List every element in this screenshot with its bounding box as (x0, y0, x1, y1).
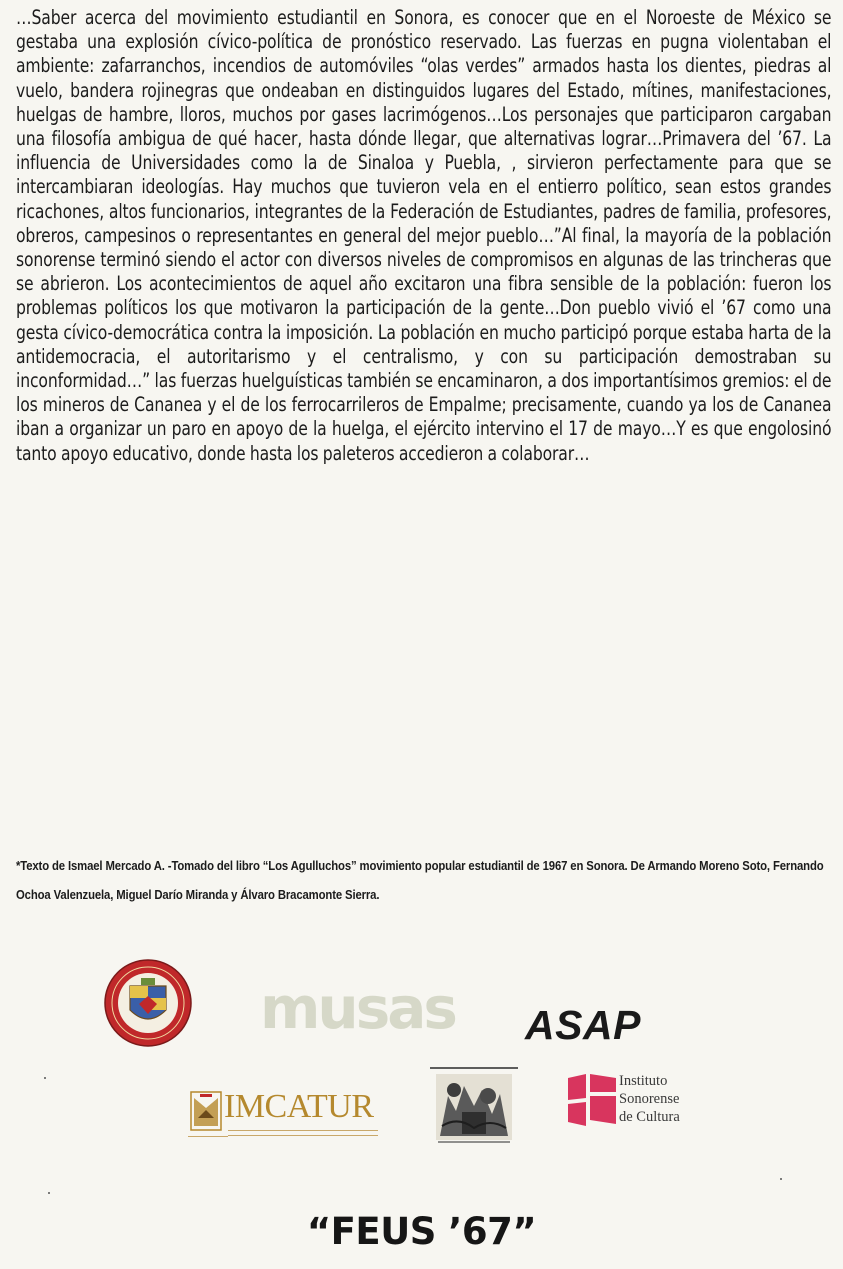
asap-logo: ASAP (525, 1002, 641, 1048)
isc-logo (566, 1072, 706, 1132)
closing-tagline: “FEUS ’67” (306, 1210, 537, 1253)
isc-line-3: de Cultura (619, 1109, 680, 1125)
isc-emblem-icon (566, 1072, 618, 1128)
footnote-citation: *Texto de Ismael Mercado A. -Tomado del libro “Los Agulluchos” movimiento popular estudiantil de 1967 en Sonora. De Armando Moreno Soto, Fernando Ochoa Valenzuela, Miguel Darío Miranda y Álvaro Bracamonte Sierra. (16, 859, 824, 902)
imcatur-logo (188, 1086, 378, 1146)
imcatur-small-line (188, 1136, 228, 1141)
scan-speck (780, 1178, 782, 1180)
scan-speck (48, 1192, 50, 1194)
isc-line-1: Instituto (619, 1073, 668, 1089)
musas-logo: musas (260, 974, 455, 1042)
imcatur-underline (228, 1130, 378, 1136)
isc-line-2: Sonorense (619, 1091, 680, 1107)
imcatur-emblem-icon (188, 1088, 224, 1136)
university-seal-icon (103, 958, 193, 1048)
isc-wordmark (619, 1072, 680, 1126)
scan-speck (44, 1077, 46, 1079)
body-paragraph: …Saber acerca del movimiento estudiantil en Sonora, es conocer que en el Noroeste de México se gestaba una explosión cívico-política de pronóstico reservado. Las fuerzas en pugna violentaban el ambiente: zafarranchos, incendios de automóviles “olas verdes” armados hasta los dientes, piedras al vuelo, bandera rojinegras que ondeaban en distinguidos lugares del Estado, mítines, manifestaciones, huelgas de hambre, lloros, muchos por gases lacrimógenos…Los personajes que participaron cargaban una filosofía ambigua de qué hacer, hasta dónde llegar, que alternativas lograr…Primavera del ’67. La influencia de Universidades como la de Sinaloa y Puebla, , sirvieron perfectamente para que se intercambiaran ideologías. Hay muchos que tuvieron vela en el entierro político, sean estos grandes ricachones, altos funcionarios, integrantes de la Federación de Estudiantes, padres de familia, profesores, obreros, campesinos o representantes en general del mejor pueblo…”Al final, la mayoría de la población sonorense terminó siendo el actor con diversos niveles de compromisos en algunas de las trincheras que se abrieron. Los acontecimientos de aquel año excitaron una fibra sensible de la población: fueron los problemas políticos los que motivaron la participación de la gente…Don pueblo vivió el ’67 como una gesta cívico-democrática contra la imposición. La población en mucho participó porque estaba harta de la antidemocracia, el autoritarismo y el centralismo, y con su participación demostraban su inconformidad…” las fuerzas huelguísticas también se encaminaron, a dos importantísimos gremios: el de los mineros de Cananea y el de los ferrocarrileros de Empalme; precisamente, cuando ya los de Cananea iban a organizar un paro en apoyo de la huelga, el ejército intervino el 17 de mayo…Y es que engolosinó tanto apoyo educativo, donde hasta los paleteros accedieron a colaborar… (16, 6, 832, 465)
engraving-stamp-icon (428, 1066, 520, 1146)
imcatur-wordmark: IMCATUR (224, 1088, 374, 1125)
